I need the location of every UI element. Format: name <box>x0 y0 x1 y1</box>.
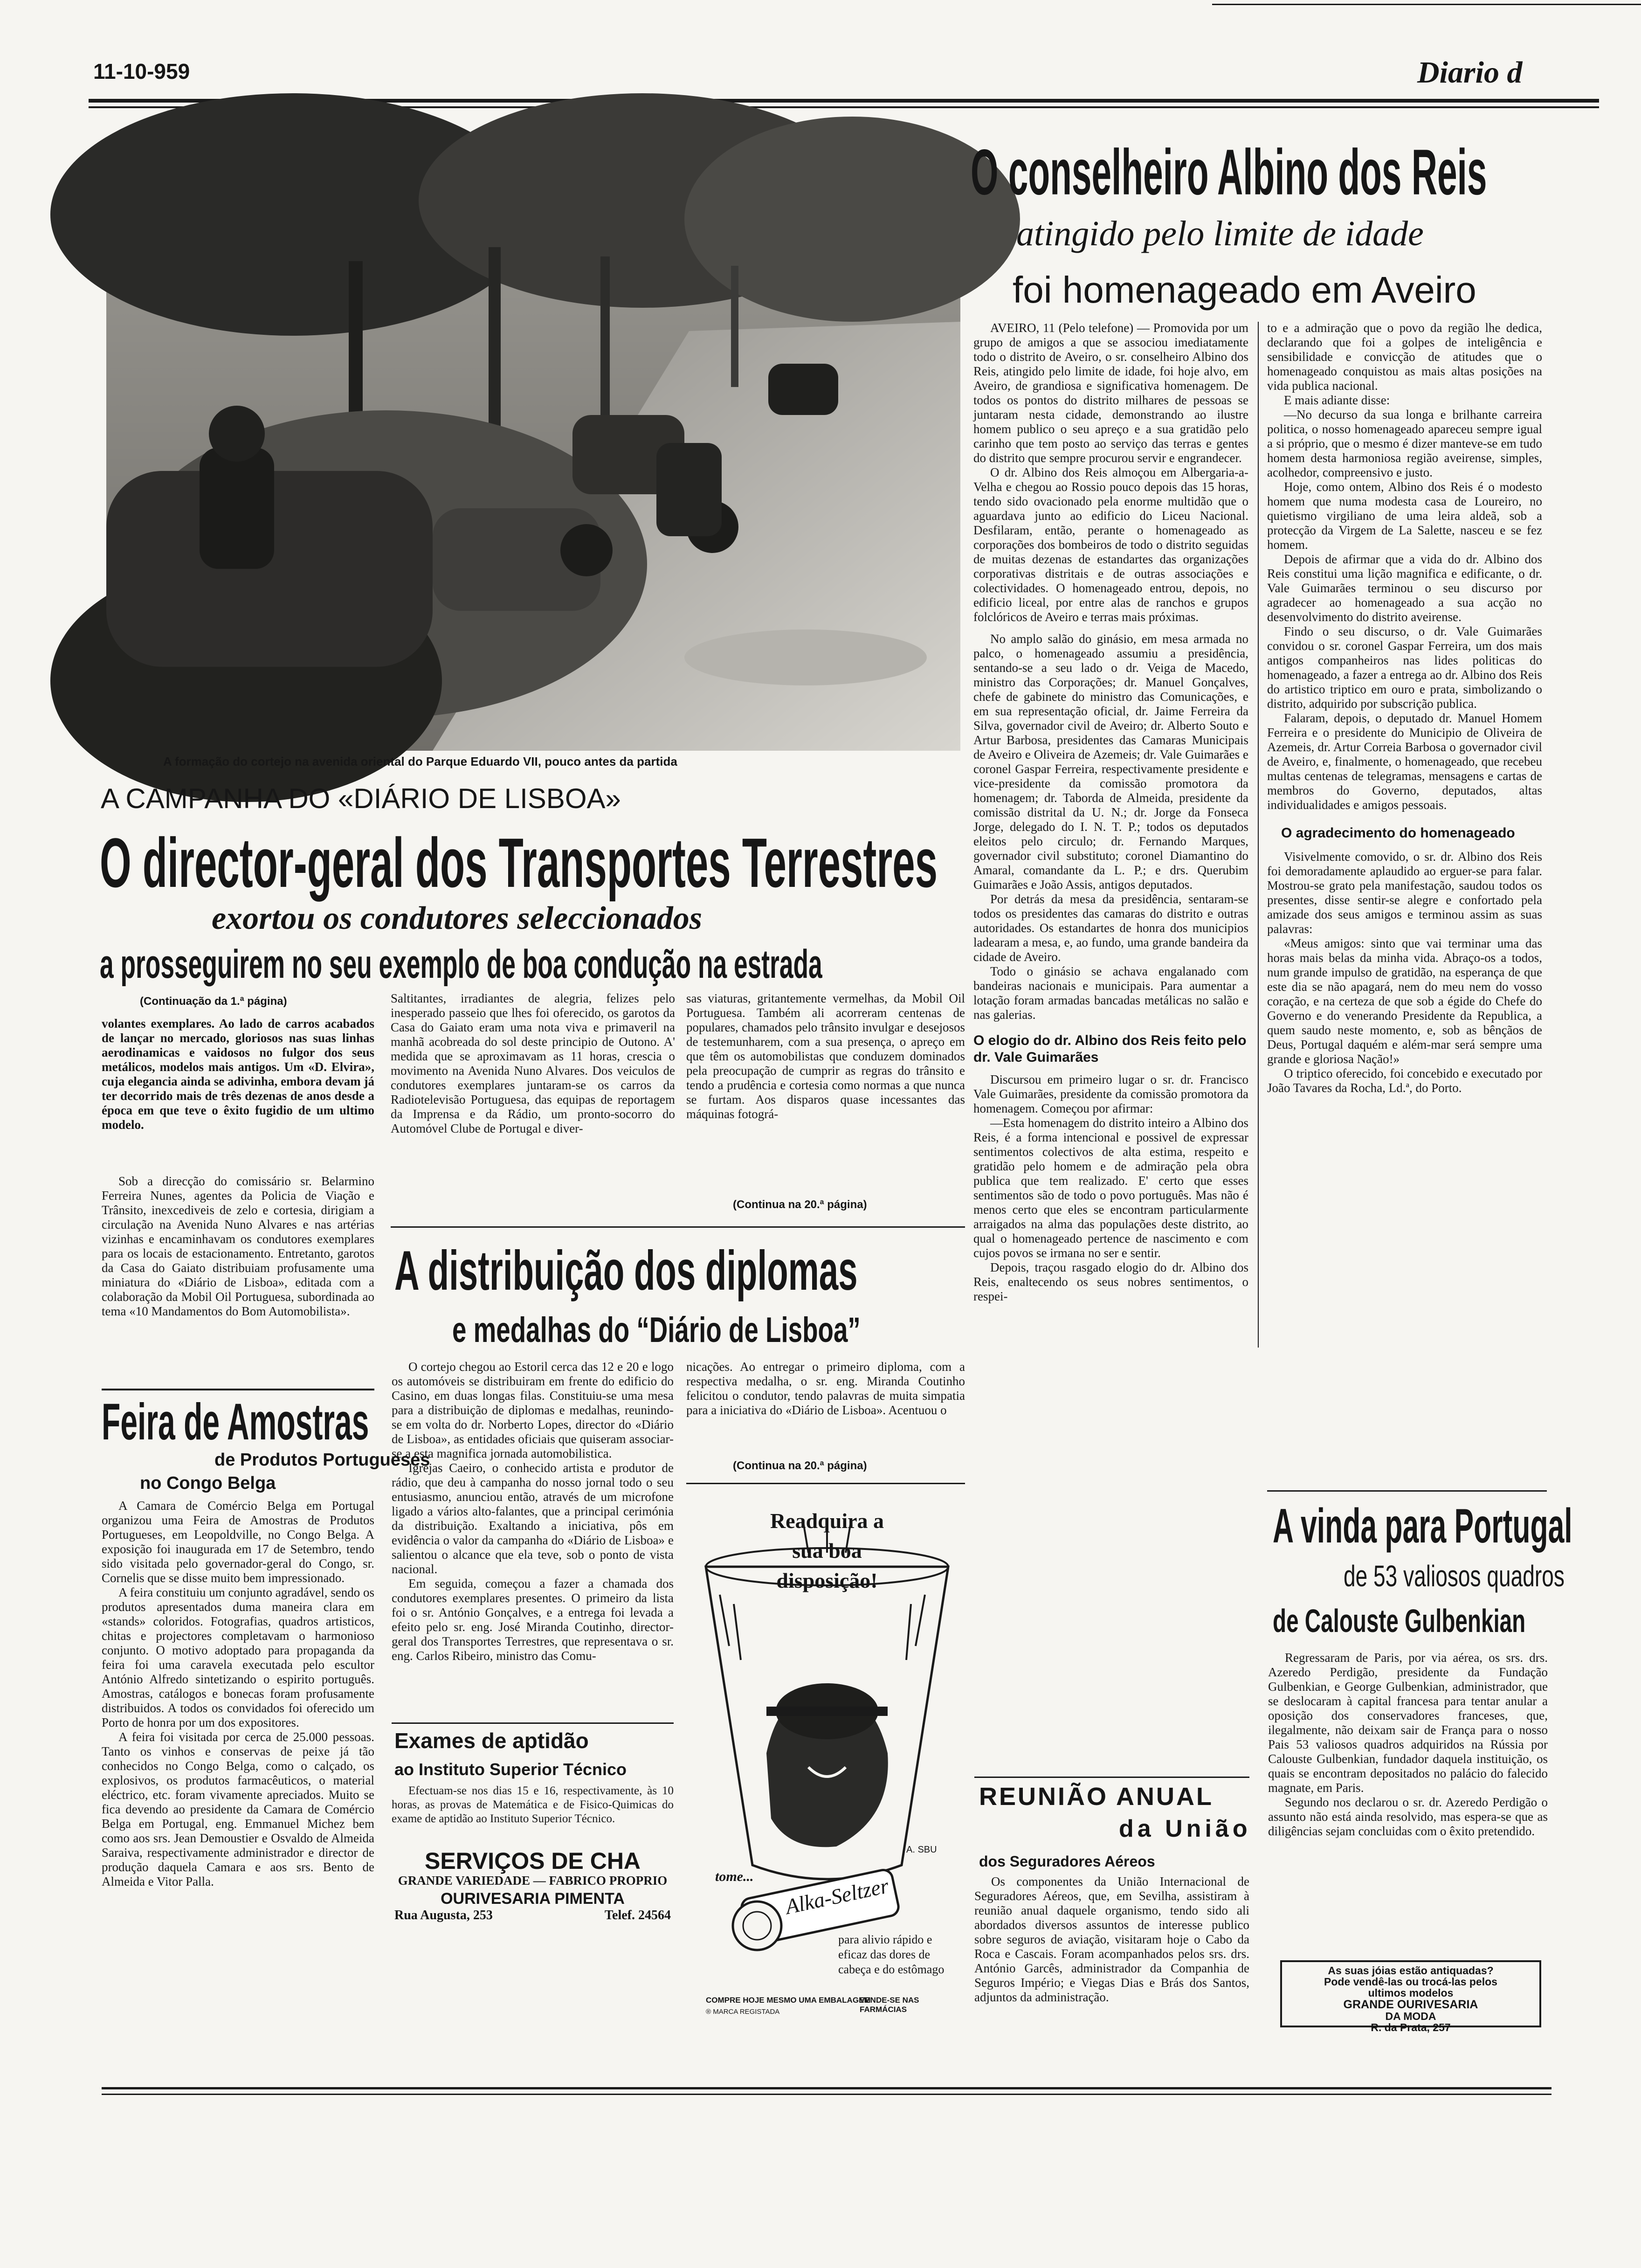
albino-paragraph: Todo o ginásio se achava engalanado com bandeiras nacionais e municipais. Para aumentar a lotação foram armadas bancadas metálicas no salão e nas galerias. <box>973 964 1248 1022</box>
alka-headline: Readquira a sua boa disposição! <box>770 1509 884 1592</box>
gulbenkian-subhead-2: de Calouste Gulbenkian <box>1273 1603 1526 1639</box>
section-rule <box>1267 1490 1547 1492</box>
ad-alka-seltzer <box>687 1492 965 2019</box>
campanha-paragraph: sas viaturas, gritantemente vermelhas, da Mobil Oil Portuguesa. Também ali acorreram centenas de populares, chamados pelo trânsito invulgar e desejosos de testemunharem, com a sua presença, o apreço em que têm os automobilistas que conduzem dominados pela preocupação de cumprir as regras do trânsito e tendo a prudência e cortesia como normas a que nunca se furtam. Aos disparos quase incessantes das máquinas fotográ- <box>686 991 965 1121</box>
gulbenkian-headline: A vinda para Portugal <box>1273 1499 1572 1553</box>
albino-subhead-1: atingido pelo limite de idade <box>1016 214 1424 253</box>
campanha-paragraph: Saltitantes, irradiantes de alegria, felizes pelo inesperado passeio que lhes foi oferecido, os garotos da Casa do Gaiato eram uma nota viva e primaveril na manhã acobreada do sol deste principio de Outono. A' medida que se aproximavam as 11 horas, crescia o movimento na Avenida Nuno Alvares. Dos veiculos de condutores exemplares juntaram-se os carros da Radiotelevisão Portuguesa, das equipas de reportagem da Imprensa e da Rádio, um pronto-socorro do Automóvel Clube de Portugal e diver- <box>391 991 675 1135</box>
gulbenkian-body <box>1268 1651 1548 1958</box>
gulbenkian-subhead: de 53 valiosos quadros <box>1344 1559 1565 1593</box>
elogio-heading: O elogio do dr. Albino dos Reis feito pelo dr. Vale Guimarães <box>973 1033 1247 1065</box>
section-rule <box>974 1777 1249 1778</box>
reuniao-paragraph: Os componentes da União Internacional de Seguradores Aéreos, que, em Sevilha, assistiram à reunião anual daquele organismo, tendo sido ali abordados diversos assuntos de interesse publico sobre seguros de aviação, visitaram hoje o Cabo da Roca e Cascais. Foram acompanhados pelos srs. drs. António Garcês, administrador da Companhia de Seguros Império; e Viegas Dias e Brás dos Santos, adjuntos da administração. <box>974 1874 1249 2004</box>
reuniao-body <box>974 1874 1249 2028</box>
campanha-headline: O director-geral dos Transportes Terrestres <box>100 823 938 902</box>
exames-paragraph: Efectuam-se nos dias 15 e 16, respectivamente, às 10 horas, as provas de Matemática e de Fisico-Quimicas do exame de aptidão ao Instituto Superior Técnico. <box>392 1784 674 1825</box>
campanha-kicker: A CAMPANHA DO «DIÁRIO DE LISBOA» <box>101 783 621 814</box>
gulbenkian-paragraph: Regressaram de Paris, por via aérea, os srs. drs. Azeredo Perdigão, presidente da Fundação Gulbenkian, e George Gulbenkian, administrador, que se deslocaram à capital francesa para tentar anular a oposição dos conservadores franceses, que, ilegalmente, não deixam sair de França para o nosso Pais 53 valiosos quadros adquiridos na Rússia por Calouste Gulbenkian, fundador daquela instituição, os quais se encontram depositados no palácio do falecido magnate, em Paris. <box>1268 1651 1548 1795</box>
feira-paragraph: A feira foi visitada por cerca de 25.000 pessoas. Tanto os vinhos e conservas de peixe já tão conhecidos no Congo Belga, como o calçado, os explosivos, os produtos farmacêuticos, o material eléctrico, etc. foram vivamente apreciados. Muito se fica devendo ao presidente da Camara de Comércio Belga em Portugal, eng. Emmanuel Michez bem como aos srs. Jean Demoustier e Osvaldo de Almeida Saraiva, respectivamente administrador e director de produção daquela Camara e aos srs. Bento de Almeida e Vitor Palla. <box>102 1730 374 1888</box>
agradecimento-heading: O agradecimento do homenageado <box>1281 825 1515 841</box>
column-divider <box>1258 322 1259 1348</box>
alka-tome: tome... <box>715 1869 754 1884</box>
moda-line5: DA MODA <box>1385 2010 1436 2022</box>
page-date: 11-10-959 <box>93 59 190 83</box>
footer-rule-top <box>102 2087 1551 2089</box>
albino-paragraph: Discursou em primeiro lugar o sr. dr. Francisco Vale Guimarães, presidente da comissão promotora da homenagem. Começou por afirmar: <box>973 1072 1248 1115</box>
albino-paragraph: No amplo salão do ginásio, em mesa armada no palco, o homenageado assumiu a presidência, sentando-se a seu lado o dr. Veiga de Macedo, ministro das Corporações; dr. Manuel Gonçalves, chefe de gabinete do ministro das Comunicações, e em sua representação oficial, dr. Jaime Ferreira da Silva, governador civil de Aveiro; dr. Alberto Souto e Artur Barbosa, presidentes das Camaras Municipais de Aveiro e Oliveira de Azemeis; dr. Vale Guimarães e coronel Gaspar Ferreira, respectivamente presidente e vice-presidente da comissão promotora da homenagem; dr. Taborda de Almeida, presidente da comissão distrital da U. N.; dr. Jorge da Fonseca Jorge, delegado do I. N. T. P.; todos os deputados eleitos pelo circulo; dr. Fernando Marques, governador civil substituto; coronel Diamantino do Amaral, comandante da L. P.; e drs. Querubim Guimarães e João Assis, antigos deputados. <box>973 632 1248 892</box>
campanha-col-3 <box>686 991 965 1187</box>
ad-cha-line2: OURIVESARIA PIMENTA <box>441 1890 625 1908</box>
ad-cha-title: SERVIÇOS DE CHA <box>424 1848 641 1874</box>
albino-col-2 <box>1267 321 1542 1500</box>
albino-headline: O conselheiro Albino dos Reis <box>971 136 1487 208</box>
albino-paragraph: —No decurso da sua longa e brilhante carreira politica, o nosso homenageado apareceu sempre igual a si próprio, que o mesmo é dizer manteve-se em tudo homem desta harmoniosa região aveirense, simples, acolhedor, compreensivo e justo. <box>1267 408 1542 479</box>
campanha-col-2 <box>391 991 675 1210</box>
campanha-subhead-1: exortou os condutores seleccionados <box>212 900 702 936</box>
masthead-title: Diario d <box>1417 55 1523 90</box>
moda-line3: ultimos modelos <box>1368 1987 1454 1999</box>
top-edge-rule <box>1212 4 1641 5</box>
albino-paragraph: Depois de afirmar que a vida do dr. Albino dos Reis constitui uma lição magnifica e edificante, o dr. Vale Guimarães terminou o seu discurso por agradecer ao homenageado a sua acção no desenvolvimento do distrito aveirense. <box>1267 552 1542 624</box>
alka-footer-right: VENDE-SE NAS FARMÁCIAS <box>860 1996 919 2014</box>
diplomas-subhead: e medalhas do “Diário de Lisboa” <box>452 1310 861 1350</box>
footer-rule-bottom <box>102 2094 1551 2095</box>
feira-subhead: de Produtos Portugueses <box>214 1450 430 1470</box>
diplomas-paragraph: Igrejas Caeiro, o conhecido artista e produtor de rádio, que deu à campanha do nosso jornal todo o seu entusiasmo, anunciou então, através de um microfone ligado a vários alto-falantes, que a principal cerimónia da distribuição. Exaltando a iniciativa, pôs em evidência o valor da campanha do «Diário de Lisboa» e salientou o alcance que ela teve, sob o ponto de vista nacional. <box>392 1461 674 1576</box>
albino-paragraph: «Meus amigos: sinto que vai terminar uma das horas mais belas da minha vida. Abraço-os a todos, num grande impulso de gratidão, na esperança de que este dia se não apagará, nem do meu nem do vosso coração, e na certeza de que sob a égide do Chefe do Governo e do venerando Presidente da Republica, a quem saudo neste momento, e, sob as bênçãos de Deus, Portugal daquém e além-mar será sempre uma grande e gloriosa Nação!» <box>1267 936 1542 1066</box>
albino-paragraph: Findo o seu discurso, o dr. Vale Guimarães convidou o sr. coronel Gaspar Ferreira, um dos mais antigos companheiros nas lides politicas do homenageado, a fazer a entrega ao dr. Albino dos Reis do artistico triptico em ouro e prata, simbolizando o distrito, adquirido por subscrição publica. <box>1267 624 1542 711</box>
campanha-col-1b <box>102 1174 374 1379</box>
gulbenkian-paragraph: Segundo nos declarou o sr. dr. Azeredo Perdigão o assunto não está ainda resolvido, mas espera-se que as diligências sejam concluidas com o êxito pretendido. <box>1268 1795 1548 1838</box>
albino-paragraph: Visivelmente comovido, o sr. dr. Albino dos Reis foi demoradamente aplaudido ao erguer-se para falar. Mostrou-se grato pela manifestação, saudou todos os presentes, disse sentir-se alegre e confortado pela amizade dos seus amigos e terminou assim as suas palavras: <box>1267 850 1542 936</box>
campanha-paragraph: volantes exemplares. Ao lado de carros acabados de lançar no mercado, gloriosos nas suas linhas aerodinamicas e vaidosos no fulgor dos seus metálicos, modelos mais antigos. Um «D. Elvira», cuja elegancia ainda se adivinha, embora devam já ter decorrido mais de três dezenas de anos desde a época em que teve o êxito fugidio de um ultimo modelo. <box>102 1016 374 1132</box>
reuniao-headline-1: REUNIÃO ANUAL <box>979 1783 1214 1811</box>
albino-paragraph: O dr. Albino dos Reis almoçou em Albergaria-a-Velha e chegou ao Rossio pouco depois das 15 horas, tendo sido ovacionado pela enorme multidão que o aguardava junto ao edificio do Liceu Nacional. Desfilaram, então, perante o homenageado as corporações dos bombeiros de todo o distrito seguidas de muitas dezenas de estandartes das organizações corporativas distritais e de outras associações e colectividades. O homenageado entrou, depois, no edificio liceal, por entre alas de ranchos e grupos folclóricos de Aveiro e terras mais próximas. <box>973 465 1248 624</box>
ad-ourivesaria-moda <box>1280 1960 1541 2033</box>
albino-col-1 <box>973 321 1248 1303</box>
ad-cha-line1: GRANDE VARIEDADE — FABRICO PROPRIO <box>398 1874 668 1888</box>
section-rule <box>686 1483 965 1484</box>
campanha-paragraph: Sob a direcção do comissário sr. Belarmino Ferreira Nunes, agentes da Policia de Viação e Trânsito, inexcediveis de zelo e cortesia, dirigiam a circulação na Avenida Nuno Alvares e nas artérias vizinhas e encaminhavam os condutores exemplares para os locais de estacionamento. Entretanto, garotos da Casa do Gaiato distribuiam profusamente uma miniatura do «Diário de Lisboa», editada com a colaboração da Mobil Oil Portuguesa, subordinada ao tema «10 Mandamentos do Bom Automobilista». <box>102 1174 374 1318</box>
diplomas-paragraph: Em seguida, começou a fazer a chamada dos condutores exemplares presentes. O primeiro da lista foi o sr. António Gonçalves, e a entrega foi levada a efeito pelo sr. eng. José Miranda Coutinho, director-geral dos Transportes Terrestres, que representava o sr. eng. Carlos Ribeiro, ministro das Comu- <box>392 1577 674 1663</box>
alka-signature: A. SBU <box>906 1845 937 1855</box>
diplomas-paragraph: nicações. Ao entregar o primeiro diploma, com a respectiva medalha, o sr. eng. Miranda Coutinho felicitou o condutor, tendo palavras de muita simpatia para a iniciativa do «Diário de Lisboa». Acentuou o <box>686 1360 965 1417</box>
albino-paragraph: Falaram, depois, o deputado dr. Manuel Homem Ferreira e o presidente do Municipio de Oliveira de Azemeis, dr. Artur Correia Barbosa o governador civil de Aveiro, e, finalmente, o homenageado, que recebeu multas centenas de telegramas, mensagens e cartas de membros do Governo, deputados, altas individualidades e amigos pessoais. <box>1267 711 1542 812</box>
albino-paragraph: Hoje, como ontem, Albino dos Reis é o modesto homem que numa modesta casa de Loureiro, no quietismo virgiliano de uma leira aldeã, sob a protecção da Virgem de La Salette, nasceu e se fez homem. <box>1267 480 1542 552</box>
photo-caption: A formação do cortejo na avenida oriental do Parque Eduardo VII, pouco antes da partida <box>163 754 677 768</box>
diplomas-headline: A distribuição dos diplomas <box>394 1239 858 1302</box>
ad-cha-address: Rua Augusta, 253 <box>394 1908 493 1922</box>
feira-body <box>102 1499 374 2012</box>
albino-paragraph: E mais adiante disse: <box>1284 393 1390 407</box>
feira-subhead-2: no Congo Belga <box>140 1473 276 1493</box>
albino-paragraph: AVEIRO, 11 (Pelo telefone) — Promovida por um grupo de amigos a que se associou imediatamente todo o distrito de Aveiro, o sr. conselheiro Albino dos Reis, atingido pelo limite de idade, foi hoje alvo, em Aveiro, de grandiosa e significativa homenagem. De todos os pontos do distrito milhares de pessoas se juntaram nesta cidade, demonstrando ao ilustre homem publico o seu apreço e a sua gratidão pelo carinho que tem posto ao serviço das terras e gentes do distrito que sempre procurou servir e engrandecer. <box>973 321 1248 465</box>
albino-paragraph: Depois, traçou rasgado elogio do dr. Albino dos Reis, enaltecendo os seus nobres sentimentos, o respei- <box>973 1260 1248 1303</box>
alka-tagline: para alivio rápido e eficaz das dores de cabeça e do estômago <box>838 1933 945 1976</box>
reuniao-subhead: dos Seguradores Aéreos <box>979 1853 1155 1870</box>
moda-line6: R. da Prata, 257 <box>1371 2021 1451 2033</box>
section-rule <box>391 1226 965 1228</box>
campanha-continued-to: (Continua na 20.ª página) <box>733 1198 867 1211</box>
exames-headline: Exames de aptidão <box>394 1729 589 1753</box>
exames-subhead: ao Instituto Superior Técnico <box>394 1760 627 1779</box>
parade-photo-illustration <box>106 145 960 751</box>
albino-paragraph: to e a admiração que o povo da região lhe dedica, declarando que foi a golpes de inteligência e sensibilidade e convicção de atitudes que o homenageado conquistou as mais altas posições na vida publica nacional. <box>1267 321 1542 393</box>
campanha-subhead-2: a prosseguirem no seu exemplo de boa condução na estrada <box>100 942 822 987</box>
feira-paragraph: A Camara de Comércio Belga em Portugal organizou uma Feira de Amostras de Produtos Portugueses, em Leopoldville, no Congo Belga. A exposição foi inaugurada em 17 de Setembro, tendo sido visitada pelo governador-geral do Congo, sr. Cornelis que se disse muito bem impressionado. <box>102 1499 374 1585</box>
albino-paragraph: Por detrás da mesa da presidência, sentaram-se todos os presidentes das camaras do distrito e outras autoridades. Os estandartes de honra dos municipios ladearam a mesa, e, ao fundo, uma grande bandeira da cidade de Aveiro. <box>973 892 1248 964</box>
diplomas-col-2 <box>686 1360 965 1458</box>
diplomas-continued-to: (Continua na 20.ª página) <box>733 1459 867 1472</box>
ad-cha-phone: Telef. 24564 <box>604 1908 671 1922</box>
alka-mark: ® MARCA REGISTADA <box>706 2008 780 2016</box>
moda-line1: As suas jóias estão antiquadas? <box>1328 1964 1494 1977</box>
moda-line4: GRANDE OURIVESARIA <box>1343 1998 1478 2011</box>
section-rule <box>102 1389 374 1390</box>
albino-paragraph: O triptico oferecido, foi concebido e executado por João Tavares da Rocha, Ld.ª, do Porto. <box>1267 1066 1542 1095</box>
exames-body <box>392 1784 674 1845</box>
section-rule <box>392 1722 674 1724</box>
alka-brand: Alka-Seltzer <box>783 1874 891 1919</box>
feira-paragraph: A feira constituiu um conjunto agradável, sendo os produtos apresentados duma maneira clara em «stands» coloridos. Fotografias, quadros artisticos, chitas e projectores completavam o harmonioso conjunto. O motivo adoptado para propaganda da feira foi uma caravela executada pelo escultor António Alfredo sintetizando o espirito português. Amostras, catálogos e bonecas foram profusamente distribuidos. A todos os convidados foi oferecido um Porto de honra por um dos expositores. <box>102 1585 374 1729</box>
diplomas-paragraph: O cortejo chegou ao Estoril cerca das 12 e 20 e logo os automóveis se distribuiram em frente do edificio do Casino, em duas longas filas. Constituiu-se uma mesa para a distribuição de diplomas e medalhas, reunindo-se em volta do dr. Norberto Lopes, director do «Diário de Lisboa», as entidades oficiais que quiseram associar-se a esta magnifica jornada automobilistica. <box>392 1360 674 1460</box>
continued-from: (Continuação da 1.ª página) <box>140 995 287 1008</box>
moda-line2: Pode vendê-las ou trocá-las pelos <box>1324 1976 1497 1988</box>
ad-servicos-cha <box>392 1848 674 1922</box>
alka-footer-left: COMPRE HOJE MESMO UMA EMBALAGEM <box>706 1996 871 2005</box>
reuniao-headline-2: da União <box>1119 1815 1251 1842</box>
feira-headline: Feira de Amostras <box>102 1393 369 1451</box>
albino-subhead-2: foi homenageado em Aveiro <box>1013 269 1476 311</box>
news-photo <box>106 145 960 751</box>
albino-paragraph: —Esta homenagem do distrito inteiro a Albino dos Reis, é a forma intencional e possivel de expressar sentimentos colectivos de alta estima, respeito e gratidão pelo homem e de admiração pela obra publica que tem realizado. E' certo que esses sentimentos são de todo o povo português. Mas não é menos certo que eles se encontram particularmente arraigados na alma das populações deste distrito, ao qual o homenageado pertence de nascimento e com cujos povos se irmana no ser e sentir. <box>973 1116 1248 1260</box>
